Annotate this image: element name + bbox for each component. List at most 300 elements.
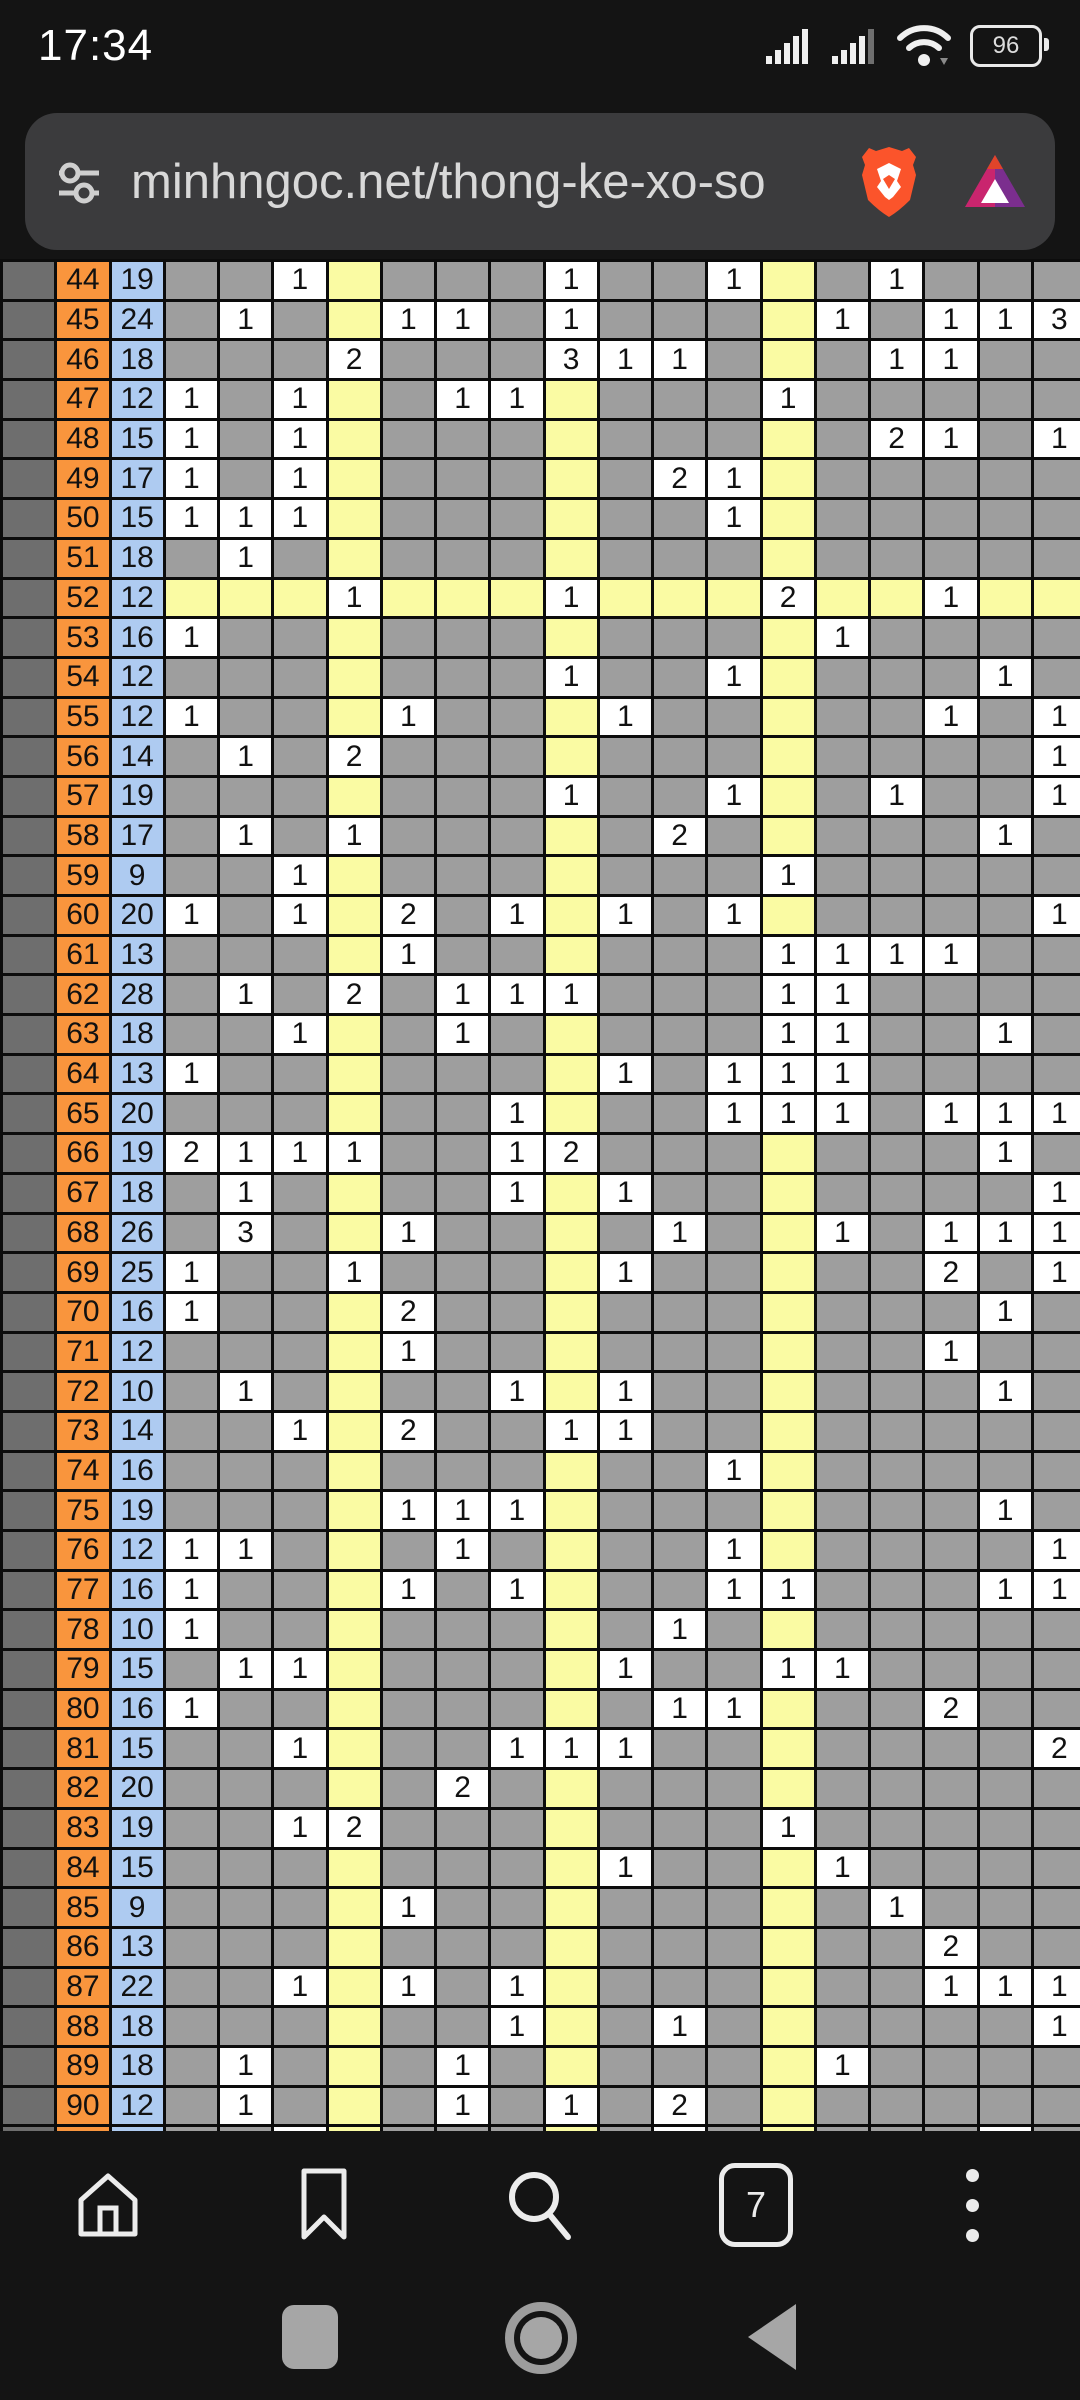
- grid-cell: [273, 1689, 327, 1729]
- grid-cell: 2: [653, 459, 707, 499]
- grid-cell: 1: [544, 2086, 598, 2126]
- grid-cell: [436, 2126, 490, 2132]
- clipped-column-cell: [2, 1570, 56, 1610]
- grid-cell: 1: [219, 1173, 273, 1213]
- grid-cell: 1: [544, 1729, 598, 1769]
- grid-cell: [490, 1808, 544, 1848]
- bookmark-icon: [294, 2165, 354, 2245]
- grid-cell: [761, 1531, 815, 1571]
- clipped-column-cell: [2, 419, 56, 459]
- grid-cell: [544, 1808, 598, 1848]
- grid-cell: [327, 1451, 381, 1491]
- grid-cell: [924, 1570, 978, 1610]
- grid-cell: [436, 419, 490, 459]
- grid-cell: [978, 459, 1032, 499]
- clipped-column-cell: [2, 975, 56, 1015]
- number-cell: 60: [56, 896, 110, 936]
- number-cell: 67: [56, 1173, 110, 1213]
- grid-cell: [1032, 340, 1080, 380]
- grid-cell: [1032, 459, 1080, 499]
- grid-cell: [924, 1808, 978, 1848]
- grid-cell: [381, 1729, 435, 1769]
- grid-cell: [490, 1054, 544, 1094]
- grid-cell: 1: [761, 935, 815, 975]
- grid-cell: [273, 618, 327, 658]
- grid-cell: [381, 1531, 435, 1571]
- number-cell: 65: [56, 1094, 110, 1134]
- grid-cell: [978, 1808, 1032, 1848]
- table-row: [2, 1332, 1080, 1372]
- grid-cell: [544, 1689, 598, 1729]
- grid-cell: 1: [164, 896, 218, 936]
- grid-cell: [327, 2046, 381, 2086]
- grid-cell: [544, 1213, 598, 1253]
- grid-cell: [978, 1531, 1032, 1571]
- grid-cell: [327, 657, 381, 697]
- home-nav-button[interactable]: [505, 2302, 577, 2374]
- home-button[interactable]: [48, 2145, 168, 2265]
- grid-cell: 1: [490, 2007, 544, 2047]
- table-row: [2, 1650, 1080, 1690]
- grid-cell: [436, 1967, 490, 2007]
- grid-cell: [870, 816, 924, 856]
- grid-cell: [327, 538, 381, 578]
- grid-cell: [815, 1888, 869, 1928]
- grid-cell: 1: [436, 1491, 490, 1531]
- grid-cell: [761, 459, 815, 499]
- grid-cell: [978, 499, 1032, 539]
- back-button[interactable]: [748, 2304, 796, 2370]
- clipped-column-cell: [2, 1134, 56, 1174]
- count-cell: 14: [110, 1411, 164, 1451]
- table-row: [2, 1808, 1080, 1848]
- grid-cell: [978, 538, 1032, 578]
- clipped-column-cell: [2, 776, 56, 816]
- grid-cell: 2: [924, 1253, 978, 1293]
- table-row: [2, 459, 1080, 499]
- grid-cell: [707, 1491, 761, 1531]
- clipped-column-cell: [2, 1808, 56, 1848]
- grid-cell: [1032, 975, 1080, 1015]
- grid-cell: [490, 578, 544, 618]
- grid-cell: [544, 1292, 598, 1332]
- grid-cell: [381, 1173, 435, 1213]
- count-cell: 19: [110, 261, 164, 301]
- grid-cell: [1032, 816, 1080, 856]
- grid-cell: [1032, 935, 1080, 975]
- count-cell: 20: [110, 1769, 164, 1809]
- grid-cell: 2: [436, 1769, 490, 1809]
- tabs-button[interactable]: [696, 2145, 816, 2265]
- grid-cell: [490, 1927, 544, 1967]
- grid-cell: 1: [870, 1888, 924, 1928]
- count-cell: 26: [110, 1213, 164, 1253]
- table-row: [2, 261, 1080, 301]
- grid-cell: [490, 935, 544, 975]
- grid-cell: [327, 1094, 381, 1134]
- grid-cell: [164, 1888, 218, 1928]
- grid-cell: 1: [273, 380, 327, 420]
- grid-cell: [707, 538, 761, 578]
- grid-cell: [707, 1253, 761, 1293]
- grid-cell: 1: [273, 499, 327, 539]
- clipped-column-cell: [2, 1451, 56, 1491]
- statistics-table: [0, 259, 1080, 2137]
- grid-cell: 1: [436, 1015, 490, 1055]
- grid-cell: 1: [761, 1015, 815, 1055]
- grid-cell: 1: [490, 1570, 544, 1610]
- grid-cell: [598, 1451, 652, 1491]
- brave-shield-icon[interactable]: [857, 145, 921, 219]
- grid-cell: [1032, 1332, 1080, 1372]
- number-cell: 61: [56, 935, 110, 975]
- wifi-icon: [896, 24, 952, 68]
- grid-cell: 1: [219, 2046, 273, 2086]
- grid-cell: [436, 896, 490, 936]
- grid-cell: 2: [327, 737, 381, 777]
- grid-cell: [707, 340, 761, 380]
- grid-cell: [815, 1173, 869, 1213]
- grid-cell: [815, 1570, 869, 1610]
- table-row: [2, 618, 1080, 658]
- grid-cell: [815, 538, 869, 578]
- grid-cell: [978, 1054, 1032, 1094]
- grid-cell: 1: [815, 1094, 869, 1134]
- grid-cell: 2: [381, 896, 435, 936]
- grid-cell: [219, 419, 273, 459]
- count-cell: 9: [110, 1888, 164, 1928]
- number-cell: 80: [56, 1689, 110, 1729]
- grid-cell: 1: [436, 975, 490, 1015]
- grid-cell: [490, 419, 544, 459]
- grid-cell: [870, 1927, 924, 1967]
- grid-cell: [490, 1213, 544, 1253]
- bookmarks-button[interactable]: [264, 2145, 384, 2265]
- grid-cell: 3: [544, 340, 598, 380]
- grid-cell: 3: [219, 1213, 273, 1253]
- clock: 17:34: [38, 21, 154, 70]
- grid-cell: [1032, 2086, 1080, 2126]
- grid-cell: 1: [381, 1570, 435, 1610]
- grid-cell: [598, 816, 652, 856]
- grid-cell: 1: [490, 896, 544, 936]
- grid-cell: [381, 459, 435, 499]
- signal-icon: [830, 26, 878, 66]
- number-cell: 77: [56, 1570, 110, 1610]
- grid-cell: [544, 2126, 598, 2132]
- url-text[interactable]: minhngoc.net/thong-ke-xo-so: [131, 154, 766, 209]
- count-cell: 13: [110, 1054, 164, 1094]
- grid-cell: [707, 975, 761, 1015]
- grid-cell: [327, 1650, 381, 1690]
- grid-cell: 1: [381, 1967, 435, 2007]
- grid-cell: [544, 2007, 598, 2047]
- recents-button[interactable]: [282, 2305, 338, 2369]
- grid-cell: [761, 1292, 815, 1332]
- grid-cell: [761, 1689, 815, 1729]
- partial-row: [2, 2126, 1080, 2132]
- grid-cell: [219, 578, 273, 618]
- grid-cell: [1032, 1848, 1080, 1888]
- number-cell: 51: [56, 538, 110, 578]
- grid-cell: 2: [327, 975, 381, 1015]
- grid-cell: [544, 1253, 598, 1293]
- grid-cell: [761, 1967, 815, 2007]
- grid-cell: [598, 419, 652, 459]
- grid-cell: 1: [327, 816, 381, 856]
- count-cell: 25: [110, 1253, 164, 1293]
- count-cell: 18: [110, 538, 164, 578]
- grid-cell: 1: [707, 459, 761, 499]
- grid-cell: 1: [381, 1888, 435, 1928]
- grid-cell: 1: [707, 1531, 761, 1571]
- grid-cell: [436, 1650, 490, 1690]
- grid-cell: 1: [381, 697, 435, 737]
- grid-cell: [273, 1610, 327, 1650]
- grid-cell: [815, 578, 869, 618]
- grid-cell: [653, 499, 707, 539]
- grid-cell: [653, 697, 707, 737]
- grid-cell: [544, 538, 598, 578]
- grid-cell: [436, 1848, 490, 1888]
- grid-cell: [924, 657, 978, 697]
- grid-cell: 1: [707, 1094, 761, 1134]
- grid-cell: [870, 1808, 924, 1848]
- grid-cell: [978, 1769, 1032, 1809]
- clipped-column-cell: [2, 1689, 56, 1729]
- grid-cell: 3: [1032, 300, 1080, 340]
- grid-cell: [381, 578, 435, 618]
- clipped-column-cell: [2, 737, 56, 777]
- grid-cell: [598, 618, 652, 658]
- grid-cell: 2: [1032, 1729, 1080, 1769]
- table-row: [2, 2046, 1080, 2086]
- grid-cell: [381, 2007, 435, 2047]
- tab-count: 7: [745, 2184, 767, 2225]
- grid-cell: [598, 1610, 652, 1650]
- grid-cell: [544, 1650, 598, 1690]
- grid-cell: [219, 1927, 273, 1967]
- grid-cell: [924, 856, 978, 896]
- count-cell: 10: [110, 1372, 164, 1412]
- clipped-column-cell: [2, 935, 56, 975]
- grid-cell: [381, 856, 435, 896]
- grid-cell: 1: [598, 1173, 652, 1213]
- grid-cell: [490, 300, 544, 340]
- clipped-column-cell: [2, 578, 56, 618]
- grid-cell: [870, 1967, 924, 2007]
- grid-cell: [327, 261, 381, 301]
- browser-toolbar: [0, 2140, 1080, 2270]
- tune-icon[interactable]: [53, 156, 105, 208]
- grid-cell: [870, 1332, 924, 1372]
- grid-cell: [653, 776, 707, 816]
- grid-cell: [327, 1848, 381, 1888]
- count-cell: 12: [110, 697, 164, 737]
- grid-cell: 1: [219, 975, 273, 1015]
- grid-cell: 1: [327, 1253, 381, 1293]
- grid-cell: [1032, 2046, 1080, 2086]
- grid-cell: [273, 935, 327, 975]
- grid-cell: [327, 1570, 381, 1610]
- grid-cell: [653, 1729, 707, 1769]
- grid-cell: 1: [870, 261, 924, 301]
- grid-cell: [870, 1451, 924, 1491]
- number-cell: 55: [56, 697, 110, 737]
- grid-cell: 1: [815, 2046, 869, 2086]
- grid-cell: [815, 1292, 869, 1332]
- search-button[interactable]: [480, 2145, 600, 2265]
- bat-token-icon[interactable]: [963, 153, 1027, 211]
- grid-cell: [707, 1808, 761, 1848]
- grid-cell: [870, 1729, 924, 1769]
- grid-cell: [273, 2086, 327, 2126]
- grid-cell: [924, 1491, 978, 1531]
- grid-cell: [598, 1491, 652, 1531]
- menu-button[interactable]: [912, 2145, 1032, 2265]
- grid-cell: [815, 1411, 869, 1451]
- table-row: [2, 816, 1080, 856]
- url-bar[interactable]: [25, 113, 1055, 250]
- grid-cell: 1: [327, 1134, 381, 1174]
- grid-cell: [327, 1888, 381, 1928]
- grid-cell: [327, 776, 381, 816]
- grid-cell: [164, 1015, 218, 1055]
- grid-cell: [924, 737, 978, 777]
- grid-cell: [870, 1173, 924, 1213]
- grid-cell: [544, 1491, 598, 1531]
- grid-cell: [815, 1531, 869, 1571]
- grid-cell: [924, 1769, 978, 1809]
- grid-cell: [761, 1451, 815, 1491]
- grid-cell: [761, 737, 815, 777]
- grid-cell: [164, 1967, 218, 2007]
- android-nav-bar: [0, 2280, 1080, 2400]
- grid-cell: 1: [978, 1213, 1032, 1253]
- grid-cell: 1: [598, 1372, 652, 1412]
- grid-cell: [544, 1888, 598, 1928]
- count-cell: 24: [110, 300, 164, 340]
- grid-cell: [544, 896, 598, 936]
- grid-cell: [870, 1372, 924, 1412]
- clipped-column-cell: [2, 657, 56, 697]
- grid-cell: [544, 380, 598, 420]
- grid-cell: [815, 1729, 869, 1769]
- grid-cell: [490, 2126, 544, 2132]
- grid-cell: [381, 618, 435, 658]
- grid-cell: 2: [924, 1927, 978, 1967]
- grid-cell: [653, 737, 707, 777]
- grid-cell: [273, 697, 327, 737]
- grid-cell: 1: [273, 1015, 327, 1055]
- grid-cell: [653, 1054, 707, 1094]
- number-cell: 66: [56, 1134, 110, 1174]
- grid-cell: [978, 697, 1032, 737]
- grid-cell: 1: [327, 578, 381, 618]
- grid-cell: [327, 1689, 381, 1729]
- grid-cell: [924, 1848, 978, 1888]
- grid-cell: 1: [273, 1808, 327, 1848]
- grid-cell: [219, 1094, 273, 1134]
- grid-cell: [1032, 1134, 1080, 1174]
- grid-cell: [219, 2007, 273, 2047]
- number-cell: 85: [56, 1888, 110, 1928]
- grid-cell: [164, 1094, 218, 1134]
- grid-cell: [598, 1808, 652, 1848]
- grid-cell: 2: [164, 1134, 218, 1174]
- number-cell: 71: [56, 1332, 110, 1372]
- grid-cell: [761, 1173, 815, 1213]
- grid-cell: [598, 1213, 652, 1253]
- grid-cell: [870, 1411, 924, 1451]
- grid-cell: [978, 935, 1032, 975]
- grid-cell: [924, 459, 978, 499]
- grid-cell: [707, 1015, 761, 1055]
- table-row: [2, 1292, 1080, 1332]
- grid-cell: [978, 1689, 1032, 1729]
- grid-cell: [707, 618, 761, 658]
- grid-cell: [219, 1808, 273, 1848]
- grid-cell: [815, 1491, 869, 1531]
- grid-cell: 1: [1032, 1094, 1080, 1134]
- grid-cell: [598, 2046, 652, 2086]
- grid-cell: [436, 856, 490, 896]
- grid-cell: [761, 1888, 815, 1928]
- clipped-column-cell: [2, 340, 56, 380]
- table-row: [2, 1253, 1080, 1293]
- grid-cell: 1: [924, 1094, 978, 1134]
- grid-cell: [490, 1015, 544, 1055]
- grid-cell: [653, 1967, 707, 2007]
- battery-icon: [970, 25, 1042, 67]
- grid-cell: [327, 380, 381, 420]
- grid-cell: [870, 2126, 924, 2132]
- grid-cell: 1: [815, 618, 869, 658]
- grid-cell: 1: [598, 896, 652, 936]
- grid-cell: [598, 499, 652, 539]
- grid-cell: 1: [164, 419, 218, 459]
- number-cell: 63: [56, 1015, 110, 1055]
- grid-cell: [381, 340, 435, 380]
- grid-cell: 1: [164, 1689, 218, 1729]
- grid-cell: [164, 816, 218, 856]
- grid-cell: [164, 1769, 218, 1809]
- grid-cell: [219, 1332, 273, 1372]
- number-cell: 50: [56, 499, 110, 539]
- grid-cell: [219, 776, 273, 816]
- grid-cell: [164, 776, 218, 816]
- grid-cell: [761, 1491, 815, 1531]
- grid-cell: [924, 1650, 978, 1690]
- number-cell: 62: [56, 975, 110, 1015]
- number-cell: 78: [56, 1610, 110, 1650]
- grid-cell: [653, 896, 707, 936]
- grid-cell: [436, 1253, 490, 1293]
- grid-cell: [381, 1650, 435, 1690]
- grid-cell: [490, 1650, 544, 1690]
- grid-cell: [381, 1094, 435, 1134]
- grid-cell: [870, 578, 924, 618]
- grid-cell: [707, 1411, 761, 1451]
- grid-cell: 1: [978, 1292, 1032, 1332]
- grid-cell: [978, 340, 1032, 380]
- grid-cell: [815, 380, 869, 420]
- grid-cell: 1: [1032, 1173, 1080, 1213]
- count-cell: 12: [110, 578, 164, 618]
- grid-cell: [870, 618, 924, 658]
- grid-cell: [436, 1054, 490, 1094]
- count-cell: 19: [110, 776, 164, 816]
